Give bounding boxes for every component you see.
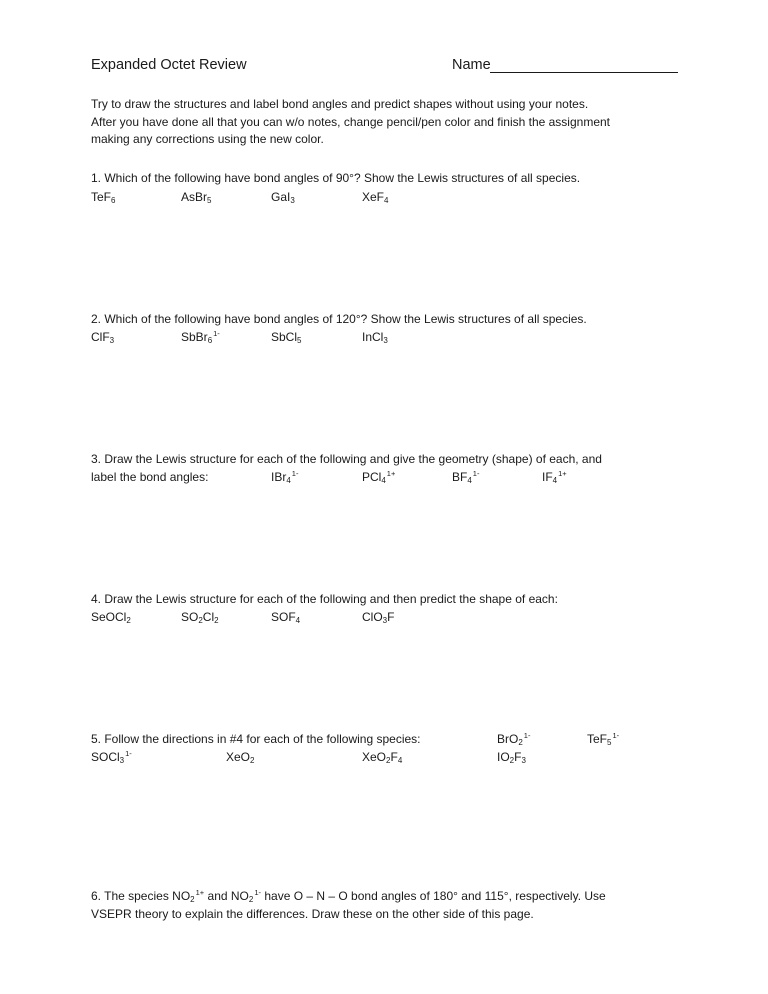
q4-species-sof4: $SOF_4$ — [271, 610, 301, 625]
q5-species-bro2: BrO$_2^{1-}$ — [497, 731, 531, 747]
question-6-prompt-line-1: 6. The species $NO_2^{1+}$ and $NO_2^{1-}$ have O – N – O bond angles of 180° and 115°, respectively. Use — [91, 888, 606, 904]
q5-species-io2f3: $IO_2F_3$ — [497, 750, 526, 765]
q5-species-tef5: TeF$_5^{1-}$ — [587, 731, 620, 747]
q1-species-xef4: XeF$_4$ — [362, 190, 389, 205]
q5-species-xeo2: XeO$_2$ — [226, 750, 255, 765]
q3-species-bf4: $BF_4^{1-}$ — [452, 469, 480, 485]
name-blank-line[interactable] — [490, 72, 678, 73]
q1-species-gai3: GaI$_3$ — [271, 190, 295, 205]
question-1-prompt: 1. Which of the following have bond angles of 90°? Show the Lewis structures of all species. — [91, 171, 581, 185]
intro-line-1: Try to draw the structures and label bond angles and predict shapes without using your notes. — [91, 97, 589, 111]
intro-line-3: making any corrections using the new color. — [91, 132, 324, 146]
intro-line-2: After you have done all that you can w/o notes, change pencil/pen color and finish the assignment — [91, 115, 610, 129]
q5-species-socl3: SOCl$_3^{1-}$ — [91, 749, 132, 765]
q3-species-pcl4: PCl$_4^{1+}$ — [362, 469, 396, 485]
q1-species-tef6: TeF$_6$ — [91, 190, 116, 205]
q3-species-if4: $IF_4^{1+}$ — [542, 469, 567, 485]
question-6-prompt-line-2: VSEPR theory to explain the differences. Draw these on the other side of this page. — [91, 907, 534, 921]
q3-species-ibr4: IBr$_4^{1-}$ — [271, 469, 299, 485]
question-3-prompt-line-2: label the bond angles: — [91, 470, 209, 484]
q2-species-sbbr6: SbBr$_6^{1-}$ — [181, 329, 220, 345]
q5-species-xeo2f4: $XeO_2F_4$ — [362, 750, 403, 765]
q4-species-seocl2: SeOCl$_2$ — [91, 610, 131, 625]
question-2-prompt: 2. Which of the following have bond angles of 120°? Show the Lewis structures of all species. — [91, 312, 587, 326]
q2-species-clf3: ClF$_3$ — [91, 330, 115, 345]
q4-species-clo3f: ClO$_3$F — [362, 610, 395, 625]
q4-species-so2cl2: $SO_2Cl_2$ — [181, 610, 219, 625]
q1-species-asbr5: AsBr$_5$ — [181, 190, 212, 205]
q2-species-sbcl5: SbCl$_5$ — [271, 330, 302, 345]
name-label: Name — [452, 57, 491, 73]
question-4-prompt: 4. Draw the Lewis structure for each of the following and then predict the shape of each: — [91, 592, 558, 606]
q2-species-incl3: InCl$_3$ — [362, 330, 388, 345]
page-title: Expanded Octet Review — [91, 57, 247, 73]
question-3-prompt-line-1: 3. Draw the Lewis structure for each of the following and give the geometry (shape) of each, and — [91, 452, 602, 466]
question-5-prompt: 5. Follow the directions in #4 for each of the following species: — [91, 732, 421, 746]
